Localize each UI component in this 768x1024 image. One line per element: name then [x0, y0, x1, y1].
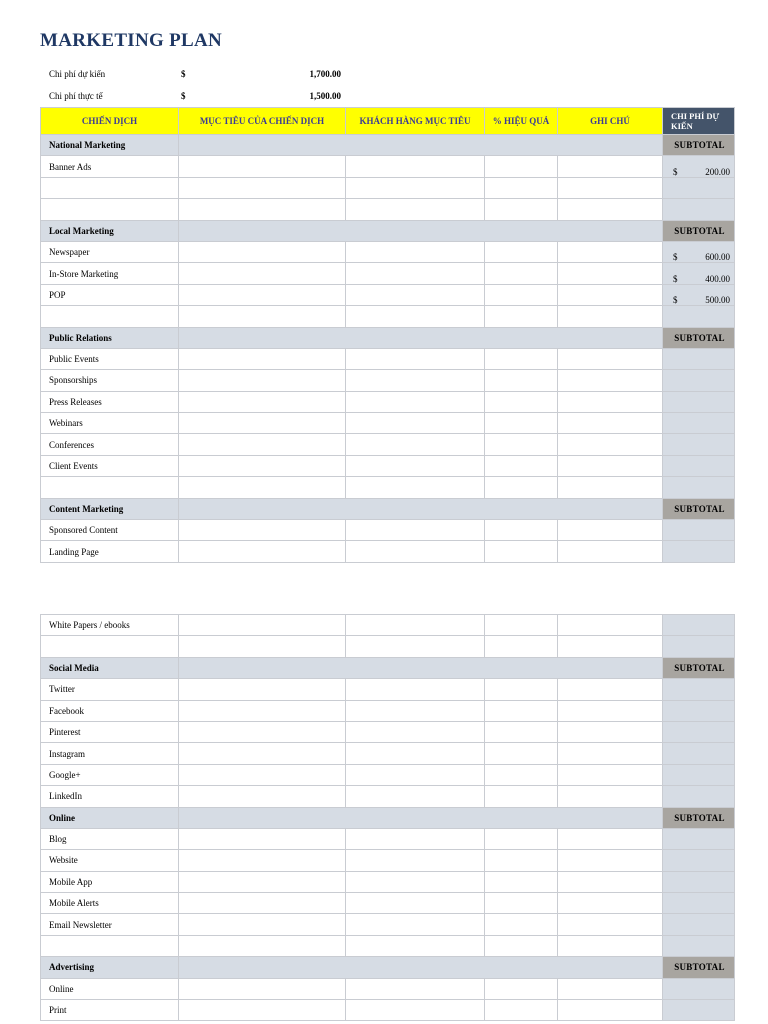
cost-cell[interactable] [663, 828, 735, 849]
target-cell[interactable] [346, 520, 485, 541]
section-fill [179, 220, 663, 241]
campaign-cell[interactable]: Instagram [41, 743, 179, 764]
target-cell[interactable] [346, 1000, 485, 1021]
campaign-cell[interactable]: In-Store Marketing [41, 263, 179, 284]
section-header-row [41, 957, 735, 978]
table-row [41, 636, 735, 657]
campaign-cell[interactable]: Blog [41, 828, 179, 849]
header-campaign: CHIẾN DỊCH [41, 108, 179, 135]
objective-cell[interactable] [179, 743, 346, 764]
cost-cell[interactable] [663, 1000, 735, 1021]
header-objective: MỤC TIÊU CỦA CHIẾN DỊCH [179, 108, 346, 135]
objective-cell[interactable] [179, 241, 346, 262]
section-fill [179, 327, 663, 348]
table-body-page2 [41, 615, 735, 1021]
table-row [41, 1000, 735, 1021]
notes-cell[interactable] [558, 721, 663, 742]
effect-cell[interactable] [485, 477, 558, 498]
campaign-cell[interactable]: LinkedIn [41, 786, 179, 807]
notes-cell[interactable] [558, 1000, 663, 1021]
objective-cell[interactable] [179, 434, 346, 455]
cost-cell[interactable] [663, 850, 735, 871]
effect-cell[interactable] [485, 721, 558, 742]
objective-cell[interactable] [179, 413, 346, 434]
campaign-cell[interactable] [41, 177, 179, 198]
notes-cell[interactable] [558, 477, 663, 498]
campaign-cell[interactable]: Landing Page [41, 541, 179, 562]
campaign-table-page2 [40, 614, 735, 1021]
notes-cell[interactable] [558, 978, 663, 999]
effect-cell[interactable] [485, 764, 558, 785]
cost-currency: $ [673, 166, 678, 177]
effect-cell[interactable] [485, 828, 558, 849]
effect-cell[interactable] [485, 914, 558, 935]
section-fill [179, 135, 663, 156]
notes-cell[interactable] [558, 370, 663, 391]
table-row [41, 413, 735, 434]
cost-currency: $ [673, 294, 678, 305]
header-notes: GHI CHÚ [558, 108, 663, 135]
effect-cell[interactable] [485, 541, 558, 562]
section-fill [179, 807, 663, 828]
section-header-row [41, 220, 735, 241]
target-cell[interactable] [346, 636, 485, 657]
objective-cell[interactable] [179, 477, 346, 498]
cost-cell[interactable] [663, 914, 735, 935]
campaign-cell[interactable]: Email Newsletter [41, 914, 179, 935]
campaign-cell[interactable]: Print [41, 1000, 179, 1021]
target-cell[interactable] [346, 177, 485, 198]
notes-cell[interactable] [558, 177, 663, 198]
table-row [41, 850, 735, 871]
cost-cell[interactable] [663, 679, 735, 700]
cost-value: 600.00 [705, 252, 730, 263]
cost-cell[interactable] [663, 721, 735, 742]
table-row [41, 541, 735, 562]
notes-cell[interactable] [558, 391, 663, 412]
effect-cell[interactable] [485, 615, 558, 636]
cost-cell[interactable] [663, 615, 735, 636]
effect-cell[interactable] [485, 1000, 558, 1021]
campaign-cell[interactable]: Online [41, 978, 179, 999]
target-cell[interactable] [346, 743, 485, 764]
target-cell[interactable] [346, 284, 485, 305]
cost-cell[interactable] [663, 199, 735, 220]
objective-cell[interactable] [179, 370, 346, 391]
objective-cell[interactable] [179, 893, 346, 914]
table-row [41, 434, 735, 455]
notes-cell[interactable] [558, 263, 663, 284]
table-row [41, 871, 735, 892]
table-header-row [41, 108, 735, 135]
cost-cell[interactable] [663, 541, 735, 562]
notes-cell[interactable] [558, 743, 663, 764]
cost-cell[interactable] [663, 306, 735, 327]
table-row [41, 520, 735, 541]
notes-cell[interactable] [558, 520, 663, 541]
effect-cell[interactable] [485, 850, 558, 871]
budget-estimated-amount: 1,700.00 [309, 69, 341, 79]
table-row [41, 370, 735, 391]
section-name: Social Media [41, 657, 179, 678]
target-cell[interactable] [346, 764, 485, 785]
objective-cell[interactable] [179, 828, 346, 849]
target-cell[interactable] [346, 679, 485, 700]
effect-cell[interactable] [485, 177, 558, 198]
target-cell[interactable] [346, 615, 485, 636]
campaign-cell[interactable]: Pinterest [41, 721, 179, 742]
campaign-cell[interactable]: Press Releases [41, 391, 179, 412]
cost-cell[interactable] [663, 413, 735, 434]
cost-cell[interactable] [663, 764, 735, 785]
cost-cell[interactable] [663, 177, 735, 198]
effect-cell[interactable] [485, 413, 558, 434]
cost-cell[interactable] [663, 263, 735, 284]
cost-value: 500.00 [705, 294, 730, 305]
notes-cell[interactable] [558, 455, 663, 476]
table-body-page1 [41, 135, 735, 563]
notes-cell[interactable] [558, 850, 663, 871]
campaign-cell[interactable]: Newspaper [41, 241, 179, 262]
table-row [41, 177, 735, 198]
objective-cell[interactable] [179, 1000, 346, 1021]
section-fill [179, 957, 663, 978]
cost-cell[interactable] [663, 477, 735, 498]
objective-cell[interactable] [179, 721, 346, 742]
objective-cell[interactable] [179, 199, 346, 220]
target-cell[interactable] [346, 391, 485, 412]
target-cell[interactable] [346, 199, 485, 220]
table-row [41, 786, 735, 807]
cost-cell[interactable] [663, 348, 735, 369]
notes-cell[interactable] [558, 156, 663, 177]
cost-cell[interactable] [663, 871, 735, 892]
campaign-cell[interactable]: Sponsorships [41, 370, 179, 391]
notes-cell[interactable] [558, 636, 663, 657]
campaign-cell[interactable]: Banner Ads [41, 156, 179, 177]
target-cell[interactable] [346, 721, 485, 742]
cost-cell[interactable] [663, 935, 735, 956]
table-row [41, 391, 735, 412]
effect-cell[interactable] [485, 199, 558, 220]
target-cell[interactable] [346, 455, 485, 476]
subtotal-label: SUBTOTAL [663, 657, 735, 678]
section-fill [179, 498, 663, 519]
notes-cell[interactable] [558, 615, 663, 636]
notes-cell[interactable] [558, 306, 663, 327]
header-target: KHÁCH HÀNG MỤC TIÊU [346, 108, 485, 135]
campaign-cell[interactable] [41, 477, 179, 498]
campaign-cell[interactable]: Mobile Alerts [41, 893, 179, 914]
effect-cell[interactable] [485, 241, 558, 262]
section-name: Public Relations [41, 327, 179, 348]
section-header-row [41, 135, 735, 156]
notes-cell[interactable] [558, 764, 663, 785]
objective-cell[interactable] [179, 348, 346, 369]
objective-cell[interactable] [179, 615, 346, 636]
campaign-cell[interactable]: Client Events [41, 455, 179, 476]
budget-actual-amount: 1,500.00 [309, 91, 341, 101]
objective-cell[interactable] [179, 636, 346, 657]
objective-cell[interactable] [179, 520, 346, 541]
objective-cell[interactable] [179, 978, 346, 999]
target-cell[interactable] [346, 156, 485, 177]
table-row [41, 455, 735, 476]
cost-cell[interactable] [663, 978, 735, 999]
cost-cell[interactable] [663, 700, 735, 721]
target-cell[interactable] [346, 700, 485, 721]
cost-cell[interactable] [663, 241, 735, 262]
effect-cell[interactable] [485, 156, 558, 177]
campaign-cell[interactable]: Public Events [41, 348, 179, 369]
campaign-cell[interactable] [41, 199, 179, 220]
table-row [41, 306, 735, 327]
table-row [41, 721, 735, 742]
page-title: MARKETING PLAN [40, 30, 223, 51]
table-row [41, 893, 735, 914]
objective-cell[interactable] [179, 786, 346, 807]
subtotal-label: SUBTOTAL [663, 135, 735, 156]
budget-estimated-label: Chi phí dự kiến [49, 69, 106, 79]
table-row [41, 700, 735, 721]
objective-cell[interactable] [179, 156, 346, 177]
campaign-table-page1 [40, 107, 735, 563]
section-name: Local Marketing [41, 220, 179, 241]
campaign-cell[interactable]: Facebook [41, 700, 179, 721]
objective-cell[interactable] [179, 541, 346, 562]
target-cell[interactable] [346, 893, 485, 914]
effect-cell[interactable] [485, 434, 558, 455]
table-row [41, 241, 735, 262]
objective-cell[interactable] [179, 455, 346, 476]
notes-cell[interactable] [558, 199, 663, 220]
notes-cell[interactable] [558, 679, 663, 700]
table-row [41, 978, 735, 999]
table-row [41, 743, 735, 764]
campaign-cell[interactable]: POP [41, 284, 179, 305]
effect-cell[interactable] [485, 306, 558, 327]
section-header-row [41, 807, 735, 828]
cost-currency: $ [673, 252, 678, 263]
notes-cell[interactable] [558, 348, 663, 369]
target-cell[interactable] [346, 850, 485, 871]
section-name: Content Marketing [41, 498, 179, 519]
subtotal-label: SUBTOTAL [663, 807, 735, 828]
notes-cell[interactable] [558, 413, 663, 434]
effect-cell[interactable] [485, 935, 558, 956]
objective-cell[interactable] [179, 850, 346, 871]
effect-cell[interactable] [485, 348, 558, 369]
table-row [41, 828, 735, 849]
section-header-row [41, 498, 735, 519]
target-cell[interactable] [346, 477, 485, 498]
target-cell[interactable] [346, 978, 485, 999]
campaign-cell[interactable]: Conferences [41, 434, 179, 455]
campaign-cell[interactable]: Google+ [41, 764, 179, 785]
objective-cell[interactable] [179, 391, 346, 412]
cost-value: 400.00 [705, 273, 730, 284]
objective-cell[interactable] [179, 263, 346, 284]
objective-cell[interactable] [179, 177, 346, 198]
section-name: Online [41, 807, 179, 828]
target-cell[interactable] [346, 786, 485, 807]
cost-cell[interactable] [663, 284, 735, 305]
table-row [41, 348, 735, 369]
notes-cell[interactable] [558, 241, 663, 262]
effect-cell[interactable] [485, 871, 558, 892]
section-fill [179, 657, 663, 678]
effect-cell[interactable] [485, 455, 558, 476]
objective-cell[interactable] [179, 764, 346, 785]
effect-cell[interactable] [485, 263, 558, 284]
effect-cell[interactable] [485, 391, 558, 412]
effect-cell[interactable] [485, 636, 558, 657]
section-name: Advertising [41, 957, 179, 978]
target-cell[interactable] [346, 871, 485, 892]
campaign-cell[interactable]: Webinars [41, 413, 179, 434]
campaign-cell[interactable] [41, 935, 179, 956]
campaign-cell[interactable] [41, 306, 179, 327]
notes-cell[interactable] [558, 284, 663, 305]
cost-cell[interactable] [663, 520, 735, 541]
objective-cell[interactable] [179, 306, 346, 327]
objective-cell[interactable] [179, 700, 346, 721]
cost-cell[interactable] [663, 370, 735, 391]
notes-cell[interactable] [558, 786, 663, 807]
notes-cell[interactable] [558, 434, 663, 455]
objective-cell[interactable] [179, 935, 346, 956]
table-row [41, 477, 735, 498]
table-row [41, 764, 735, 785]
table-row [41, 935, 735, 956]
objective-cell[interactable] [179, 679, 346, 700]
notes-cell[interactable] [558, 893, 663, 914]
cost-cell[interactable] [663, 434, 735, 455]
target-cell[interactable] [346, 348, 485, 369]
effect-cell[interactable] [485, 284, 558, 305]
section-header-row [41, 657, 735, 678]
target-cell[interactable] [346, 241, 485, 262]
target-cell[interactable] [346, 306, 485, 327]
effect-cell[interactable] [485, 893, 558, 914]
effect-cell[interactable] [485, 743, 558, 764]
cost-cell[interactable] [663, 636, 735, 657]
notes-cell[interactable] [558, 935, 663, 956]
section-header-row [41, 327, 735, 348]
target-cell[interactable] [346, 263, 485, 284]
objective-cell[interactable] [179, 871, 346, 892]
campaign-cell[interactable]: Twitter [41, 679, 179, 700]
effect-cell[interactable] [485, 679, 558, 700]
subtotal-label: SUBTOTAL [663, 498, 735, 519]
effect-cell[interactable] [485, 520, 558, 541]
header-effect: % HIỆU QUẢ [485, 108, 558, 135]
campaign-cell[interactable]: White Papers / ebooks [41, 615, 179, 636]
table-row [41, 284, 735, 305]
target-cell[interactable] [346, 541, 485, 562]
notes-cell[interactable] [558, 914, 663, 935]
effect-cell[interactable] [485, 786, 558, 807]
cost-value: 200.00 [705, 166, 730, 177]
notes-cell[interactable] [558, 828, 663, 849]
target-cell[interactable] [346, 828, 485, 849]
effect-cell[interactable] [485, 700, 558, 721]
section-name: National Marketing [41, 135, 179, 156]
cost-cell[interactable] [663, 455, 735, 476]
cost-cell[interactable] [663, 156, 735, 177]
target-cell[interactable] [346, 370, 485, 391]
table-row [41, 263, 735, 284]
target-cell[interactable] [346, 914, 485, 935]
effect-cell[interactable] [485, 978, 558, 999]
notes-cell[interactable] [558, 541, 663, 562]
subtotal-label: SUBTOTAL [663, 327, 735, 348]
table-row [41, 156, 735, 177]
target-cell[interactable] [346, 413, 485, 434]
subtotal-label: SUBTOTAL [663, 957, 735, 978]
effect-cell[interactable] [485, 370, 558, 391]
notes-cell[interactable] [558, 871, 663, 892]
cost-cell[interactable] [663, 743, 735, 764]
cost-cell[interactable] [663, 391, 735, 412]
campaign-cell[interactable]: Website [41, 850, 179, 871]
target-cell[interactable] [346, 434, 485, 455]
budget-estimated-currency: $ [181, 69, 186, 79]
table-row [41, 679, 735, 700]
cost-cell[interactable] [663, 786, 735, 807]
table-row [41, 615, 735, 636]
cost-cell[interactable] [663, 893, 735, 914]
budget-actual-label: Chi phí thực tế [49, 91, 103, 101]
subtotal-label: SUBTOTAL [663, 220, 735, 241]
budget-actual-currency: $ [181, 91, 186, 101]
cost-currency: $ [673, 273, 678, 284]
notes-cell[interactable] [558, 700, 663, 721]
campaign-cell[interactable] [41, 636, 179, 657]
campaign-cell[interactable]: Sponsored Content [41, 520, 179, 541]
target-cell[interactable] [346, 935, 485, 956]
table-row [41, 914, 735, 935]
header-cost: CHI PHÍ DỰ KIẾN [663, 108, 735, 135]
objective-cell[interactable] [179, 284, 346, 305]
objective-cell[interactable] [179, 914, 346, 935]
campaign-cell[interactable]: Mobile App [41, 871, 179, 892]
table-row [41, 199, 735, 220]
